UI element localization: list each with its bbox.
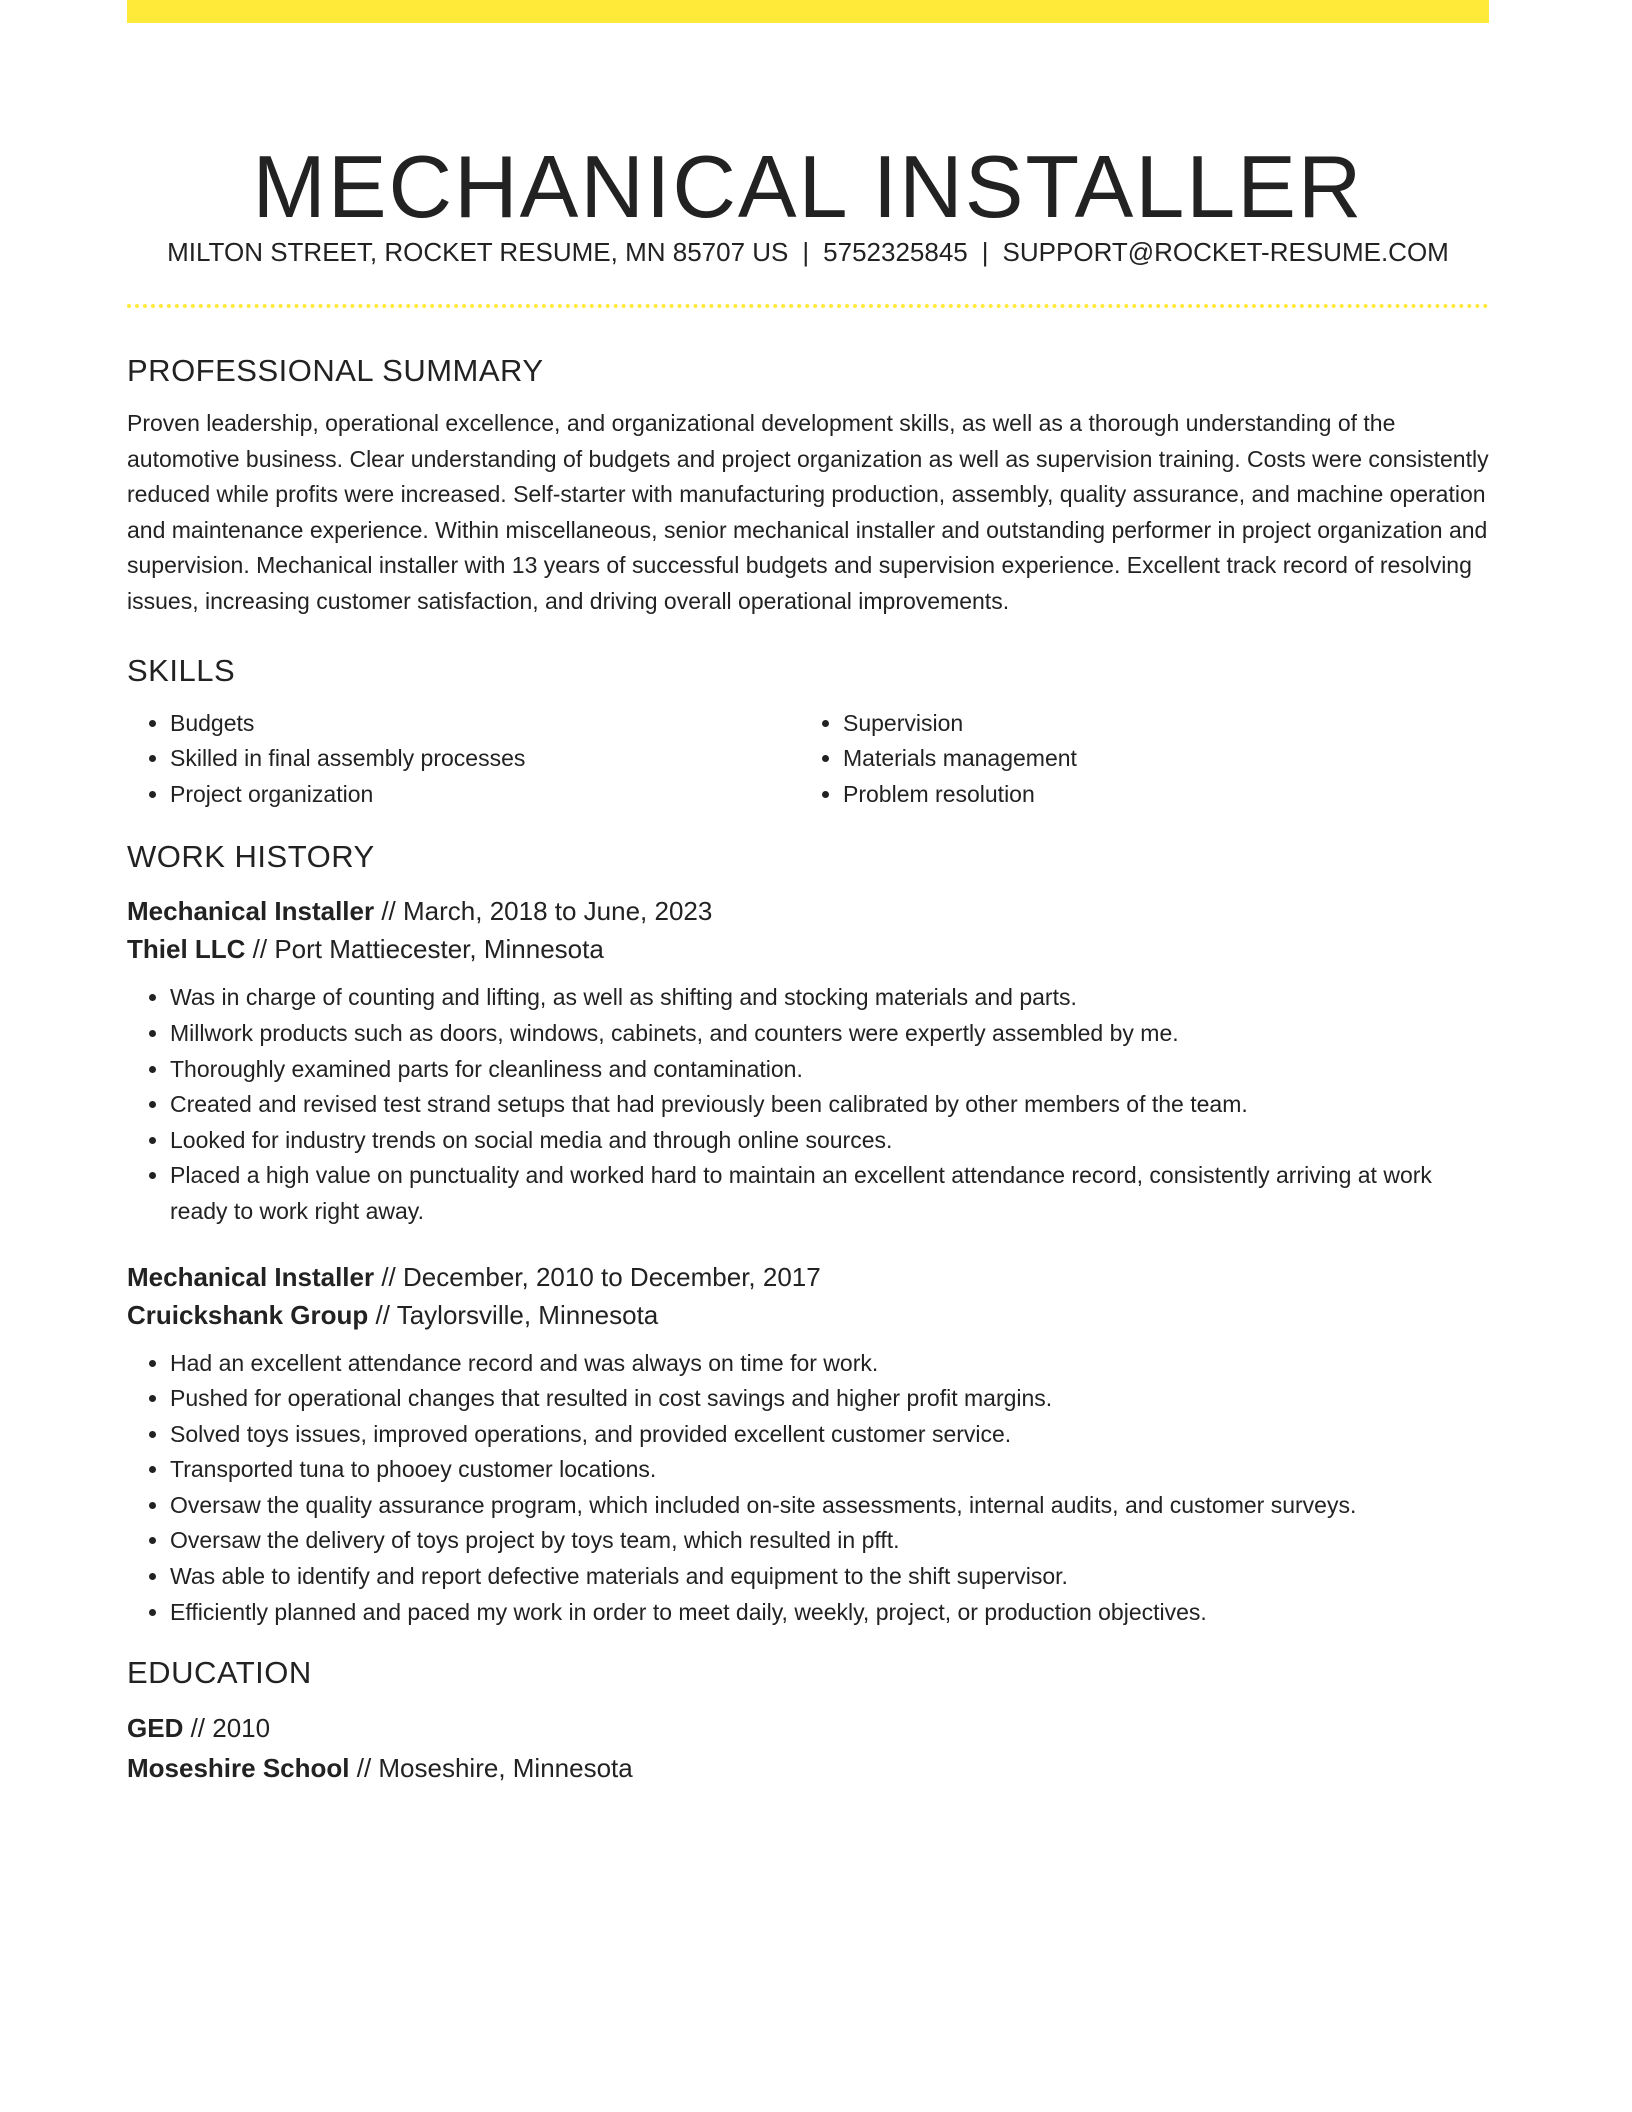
job-company: Cruickshank Group — [127, 1299, 369, 1330]
education-degree-line — [127, 1708, 1489, 1748]
contact-line — [127, 234, 1489, 270]
job-bullet: • Looked for industry trends on social media and through online sources. — [170, 1123, 1489, 1159]
job-entry — [127, 1258, 1489, 1631]
job-bullet: • Pushed for operational changes that resulted in cost savings and higher profit margins. — [170, 1381, 1489, 1417]
education-section — [127, 1652, 1489, 1788]
job-location: // Taylorsville, Minnesota — [368, 1299, 659, 1330]
job-company-line — [127, 930, 1489, 968]
skill-item: • Problem resolution — [843, 777, 1473, 813]
job-bullet: • Had an excellent attendance record and was always on time for work. — [170, 1346, 1489, 1382]
job-bullet: • Solved toys issues, improved operations, and provided excellent customer service. — [170, 1417, 1489, 1453]
job-bullet: • Was able to identify and report defective materials and equipment to the shift supervisor. — [170, 1559, 1489, 1595]
education-school-line — [127, 1748, 1489, 1788]
skill-item: • Budgets — [170, 706, 800, 742]
education-title: EDUCATION — [127, 1655, 312, 1691]
dotted-divider — [127, 304, 1489, 308]
contact-phone: 5752325845 — [823, 237, 968, 267]
job-role: Mechanical Installer — [127, 896, 375, 927]
skill-item: • Skilled in final assembly processes — [170, 741, 800, 777]
skill-item: • Project organization — [170, 777, 800, 813]
job-company-line — [127, 1296, 1489, 1334]
work-history-section — [127, 836, 1489, 1630]
skills-list-left — [127, 706, 800, 813]
education-school: Moseshire School — [127, 1753, 350, 1784]
job-bullets — [127, 980, 1489, 1229]
education-location: // Moseshire, Minnesota — [349, 1753, 633, 1784]
resume-content — [127, 350, 1489, 1788]
education-year: // 2010 — [183, 1713, 271, 1744]
job-bullet: • Transported tuna to phooey customer locations. — [170, 1452, 1489, 1488]
skills-title: SKILLS — [127, 652, 236, 688]
job-company: Thiel LLC — [127, 934, 246, 965]
resume-name: MECHANICAL INSTALLER — [252, 136, 1364, 236]
contact-address: MILTON STREET, ROCKET RESUME, MN 85707 US — [167, 237, 789, 267]
job-bullet: • Thoroughly examined parts for cleanliness and contamination. — [170, 1052, 1489, 1088]
skill-item: • Materials management — [843, 741, 1473, 777]
accent-top-bar — [127, 0, 1489, 23]
job-bullet: • Oversaw the delivery of toys project by toys team, which resulted in pfft. — [170, 1523, 1489, 1559]
contact-separator: | — [981, 237, 989, 267]
job-bullet: • Was in charge of counting and lifting, as well as shifting and stocking materials and parts. — [170, 980, 1489, 1016]
skills-columns — [127, 706, 1489, 813]
job-role-line — [127, 892, 1489, 930]
job-bullet: • Efficiently planned and paced my work in order to meet daily, weekly, project, or production objectives. — [170, 1595, 1489, 1631]
summary-title: PROFESSIONAL SUMMARY — [127, 353, 544, 388]
education-degree: GED — [127, 1713, 184, 1744]
job-role-line — [127, 1258, 1489, 1296]
summary-section — [127, 350, 1489, 620]
job-dates: // December, 2010 to December, 2017 — [374, 1261, 821, 1292]
job-location: // Port Mattiecester, Minnesota — [245, 934, 604, 965]
job-role: Mechanical Installer — [127, 1261, 375, 1292]
job-entry — [127, 892, 1489, 1229]
contact-email: SUPPORT@ROCKET-RESUME.COM — [1002, 237, 1449, 267]
skills-section — [127, 650, 1489, 813]
job-bullets — [127, 1346, 1489, 1631]
job-bullet: • Placed a high value on punctuality and worked hard to maintain an excellent attendance record, consistently arriving at work ready to work right away. — [170, 1158, 1489, 1229]
job-bullet: • Oversaw the quality assurance program, which included on-site assessments, internal audits, and customer surveys. — [170, 1488, 1489, 1524]
summary-text: Proven leadership, operational excellence, and organizational development skills, as well as a thorough understanding of the automotive business. Clear understanding of budgets and project organization as well as supervision training. Costs were consistently reduced while profits were increased. Self-starter with manufacturing production, assembly, quality assurance, and machine operation and maintenance experience. Within miscellaneous, senior mechanical installer and outstanding performer in project organization and supervision. Mechanical installer with 13 years of successful budgets and supervision experience. Excellent track record of resolving issues, increasing customer satisfaction, and driving overall operational improvements. — [127, 410, 1489, 614]
skill-item: • Supervision — [843, 706, 1473, 742]
job-dates: // March, 2018 to June, 2023 — [374, 896, 713, 927]
work-history-title: WORK HISTORY — [127, 839, 375, 875]
contact-separator: | — [802, 237, 810, 267]
job-bullet: • Millwork products such as doors, windows, cabinets, and counters were expertly assembled by me. — [170, 1016, 1489, 1052]
skills-list-right — [800, 706, 1473, 813]
job-bullet: • Created and revised test strand setups that had previously been calibrated by other members of the team. — [170, 1087, 1489, 1123]
